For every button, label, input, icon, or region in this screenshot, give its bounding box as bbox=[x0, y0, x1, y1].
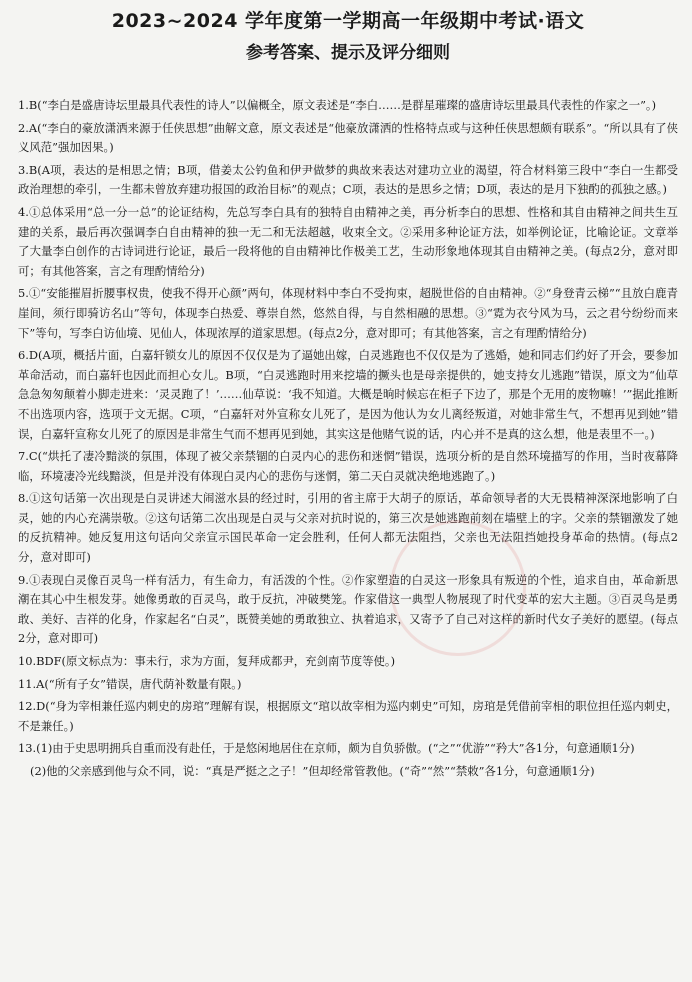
answer-item bbox=[18, 652, 678, 672]
answer-number: 12. bbox=[18, 699, 37, 714]
answer-item bbox=[18, 203, 678, 281]
page-title: 2023~2024 学年度第一学期高一年级期中考试·语文 bbox=[111, 10, 585, 32]
answer-number: 10. bbox=[18, 654, 37, 669]
answer-item bbox=[18, 119, 678, 158]
answer-list bbox=[18, 96, 678, 782]
answer-item bbox=[18, 346, 678, 444]
answer-item bbox=[18, 96, 678, 116]
answer-item bbox=[18, 161, 678, 200]
answer-item bbox=[18, 675, 678, 695]
answer-item bbox=[18, 447, 678, 486]
answer-text: ①总体采用“总一分一总”的论证结构，先总写李白具有的独特自由精神之美，再分析李白的思想、性格和其自由精神之间共生互建的关系，最后再次强调李白自由精神的独一无二和无法超越，收束全文。②采用多种论证方法，如举例论证，比喻论证。文章举了大量李白创作的古诗词进行论证，最后一段将他的自由精神比作极美工艺，生动形象地体现其自由精神之美。(每点2分，意对即可；有其他答案，言之有理酌情给分) bbox=[18, 204, 678, 278]
answer-text: ①“安能摧眉折腰事权贵，使我不得开心颜”两句，体现材料中李白不受拘束，超脱世俗的自由精神。②“身登青云梯”“且放白鹿青崖间，须行即骑访名山”等句，体现李白热爱、尊崇自然，悠然自得，与自然相融的思想。③“霓为衣兮风为马，云之君兮纷纷而来下”等句，写李白访仙境、见仙人，体现浓厚的道家思想。(每点2分，意对即可；有其他答案，言之有理酌情给分) bbox=[18, 286, 678, 340]
answer-item bbox=[18, 489, 678, 567]
answer-text: (2)他的父亲感到他与众不同，说：“真是严挺之之子！”但却经常管教他。(“奇”“然”“禁敕”各1分，句意通顺1分) bbox=[30, 764, 595, 778]
answer-item bbox=[18, 762, 678, 782]
answer-text: (1)由于史思明拥兵自重而没有赴任，于是悠闲地居住在京师，颇为自负骄傲。(“之”“优游”“矜大”各1分，句意通顺1分) bbox=[36, 741, 635, 756]
answer-number: 13. bbox=[18, 741, 37, 756]
answer-number: 1. bbox=[18, 98, 29, 112]
answer-number: 3. bbox=[18, 162, 29, 177]
answer-number: 8. bbox=[18, 491, 29, 506]
answer-number: 11. bbox=[18, 676, 37, 691]
answer-text: B(A项，表达的是相思之情；B项，借姜太公钓鱼和伊尹做梦的典故来表达对建功立业的渴望，符合材料第三段中“李白一生都受政治理想的牵引，一生都未曾放弃建功报国的政治目标”的观点；C项，表达的是思乡之情；D项，表达的是月下独酌的孤独之感。) bbox=[18, 162, 678, 197]
answer-item bbox=[18, 739, 678, 759]
answer-number: 5. bbox=[18, 286, 29, 301]
answer-number: 6. bbox=[18, 348, 29, 363]
answer-text: BDF(原文标点为：事未行，求为方面，复拜成都尹，充剑南节度等使。) bbox=[36, 654, 396, 669]
answer-text: ①表现白灵像百灵鸟一样有活力，有生命力，有活泼的个性。②作家塑造的白灵这一形象具有叛逆的个性，追求自由，革命新思潮在其心中生根发芽。她像勇敢的百灵鸟，敢于反抗，冲破樊笼。作家借这一典型人物展现了时代变革的宏大主题。③百灵鸟是勇敢、美好、吉祥的化身，作家起名“白灵”，既赞美她的勇敢独立、执着追求，又寄予了自己对这样的新时代女子美好的愿望。(每点2分，意对即可) bbox=[18, 572, 678, 646]
answer-item bbox=[18, 697, 678, 736]
answer-number: 7. bbox=[18, 449, 29, 464]
answer-text: A(“所有子女”错误，唐代荫补数量有限。) bbox=[36, 676, 242, 691]
answer-text: D(A项，概括片面，白嘉轩锁女儿的原因不仅仅是为了逼她出嫁，白灵逃跑也不仅仅是为了逃婚，她和同志们约好了开会，要参加革命活动，而白嘉轩也因此而担心女儿。B项，“白灵逃跑时用来挖墙的撅头也是母亲提供的，她支持女儿逃跑”错误，原文为“仙草急急匆匆颠着小脚走进来：‘灵灵跑了！’……仙草说：‘我不知道。大概是晌时候忘在柜子下边了，那是个无用的废物嘛！’”据此推断不出选项内容，选项于文无据。C项，“白嘉轩对外宣称女儿死了，是因为他认为女儿离经叛道，对她非常生气，不想再见到她”错误，白嘉轩宣称女儿死了的原因是非常生气而不想再见到她，其实这是他赌气说的话，内心并不是真的这么想，他是表里不一。) bbox=[18, 348, 678, 441]
answer-item bbox=[18, 571, 678, 649]
answer-number: 4. bbox=[18, 204, 29, 219]
page-subtitle: 参考答案、提示及评分细则 bbox=[246, 43, 450, 63]
answer-number: 9. bbox=[18, 572, 29, 587]
answer-text: D(“身为宰相兼任巡内刺史的房琯”理解有误，根据原文“琯以故宰相为巡内刺史”可知，房琯是凭借前宰相的职位担任巡内刺史，不是兼任。) bbox=[18, 699, 678, 733]
answer-text: B(“李白是盛唐诗坛里最具代表性的诗人”以偏概全，原文表述是“李白……是群星璀璨的盛唐诗坛里最具代表性的作家之一”。) bbox=[28, 98, 657, 112]
answer-text: ①这句话第一次出现是白灵讲述大闹滋水县的经过时，引用的省主席于大胡子的原话，革命领导者的大无畏精神深深地影响了白灵，她的内心充满崇敬。②这句话第二次出现是白灵与父亲对抗时说的，第三次是她逃跑前刻在墙壁上的字。父亲的禁锢激发了她的反抗精神。她反复用这句话向父亲宣示国民革命一定会胜利，任何人都无法阻挡，父亲也无法阻挡她投身革命的热情。(每点2分，意对即可) bbox=[18, 491, 678, 565]
answer-text: A(“李白的豪放潇洒来源于任侠思想”曲解文意，原文表述是“他豪放潇洒的性格特点或与这种任侠思想颇有联系”。“所以具有了侠义风范”强加因果。) bbox=[18, 120, 678, 155]
answer-number: 2. bbox=[18, 120, 29, 135]
answer-text: C(“烘托了凄冷黯淡的氛围，体现了被父亲禁锢的白灵内心的悲伤和迷惘”错误，选项分析的是自然环境描写的作用，当时夜幕降临，环境凄冷光线黯淡，但是并没有体现白灵内心的悲伤与迷惘，第二天白灵就决绝地逃跑了。) bbox=[18, 449, 678, 483]
answer-item bbox=[18, 284, 678, 343]
